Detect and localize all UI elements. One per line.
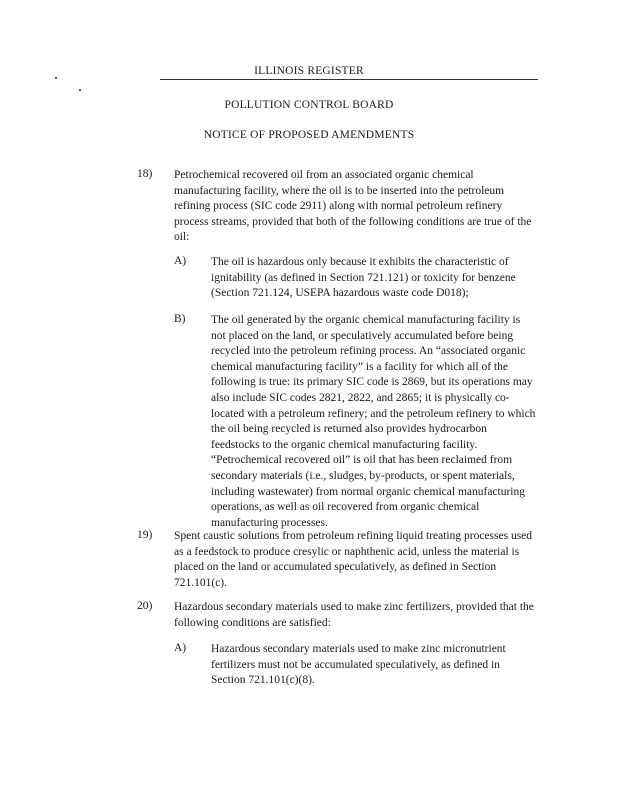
item-text: Spent caustic solutions from petroleum refining liquid treating processes used as a feedstock to produce cresylic or naphthenic acid, unless the material is placed on the land or accumulated speculatively, as defined in Section 721.101(c). xyxy=(174,530,533,589)
scan-speck xyxy=(79,89,81,91)
header-rule xyxy=(160,79,538,80)
item-text: Hazardous secondary materials used to make zinc fertilizers, provided that the following conditions are satisfied: xyxy=(174,601,534,629)
subitem-text: The oil generated by the organic chemical manufacturing facility is not placed on the land, or speculatively accumulated before being recycled into the petroleum refining process. An “associated organic chemical manufacturing facility” is a facility for which all of the following is true: its primary SIC code is 2869, but its operations may also include SIC codes 2821, 2822, and 2865; it is physically co-located with a petroleum refinery; and the petroleum refinery to which the oil being recycled is returned also provides hydrocarbon feedstocks to the organic chemical manufacturing facility. “Petrochemical recovered oil” is oil that has been reclaimed from secondary materials (i.e., sludges, by-products, or spent materials, including wastewater) from normal organic chemical manufacturing operations, as well as oil recovered from organic chemical manufacturing processes. xyxy=(211,314,536,529)
subitem-text: The oil is hazardous only because it exhibits the characteristic of ignitability (as defined in Section 721.121) or toxicity for benzene (Section 721.124, USEPA hazardous waste code D018); xyxy=(211,256,516,300)
subitem-label: A) xyxy=(174,255,187,267)
item-number: 20) xyxy=(137,600,153,612)
item-text: Petrochemical recovered oil from an associated organic chemical manufacturing facility, where the oil is to be inserted into the petroleum refining process (SIC code 2911) along with normal petroleum refinery process streams, provided that both of the following conditions are true of the oil: xyxy=(174,169,532,244)
register-title: ILLINOIS REGISTER xyxy=(254,65,364,77)
notice-heading: NOTICE OF PROPOSED AMENDMENTS xyxy=(203,129,415,141)
subitem-label: A) xyxy=(174,642,187,654)
scan-speck xyxy=(55,77,57,79)
item-number: 18) xyxy=(137,168,153,180)
subitem-label: B) xyxy=(174,313,186,325)
subitem-text: Hazardous secondary materials used to make zinc micronutrient fertilizers must not be accumulated speculatively, as defined in Section 721.101(c)(8). xyxy=(211,643,506,687)
board-heading: POLLUTION CONTROL BOARD xyxy=(224,99,394,111)
item-number: 19) xyxy=(137,529,153,541)
